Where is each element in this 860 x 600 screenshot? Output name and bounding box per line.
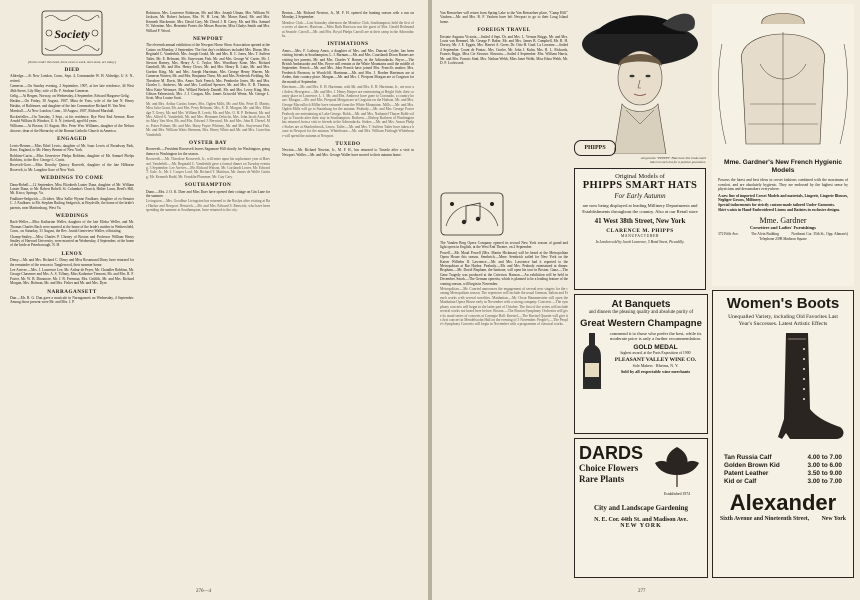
wine-sold: Sold by all respectable wine merchants [620,369,691,375]
champagne-ad [574,294,708,434]
narragansett-entry: Dun.—Mr. R. G. Dun gave a musicale in Narragansett on Wednesday, 4 September. Among those present were Mr. and Mrs. J. P. [10,296,134,305]
left-page-number: 276—4 [196,589,211,594]
phipps-name: PHIPPS SMART HATS [582,180,698,191]
died-entry: Rockerfeller.—On Tuesday, 3 Sept., at his residence, Rye West End Avenue, Rose Arnold Wilkins & Windsor, U. S. N. (retired), aged 64 years. [10,114,134,124]
engaged-entry: Robbins-Curtis.—Miss Genevieve Phelps Robbins, daughter of Mr. Samuel Phelps Robbins, to the Rev. George L. Curtis. [10,153,134,162]
phipps-sub: For Early Autumn [614,192,666,200]
music-masthead [440,192,504,236]
woman-in-hat-illustration [574,4,706,154]
boots-city: New York [821,516,846,523]
weddings-to-come-heading: WEDDINGS TO COME [40,175,104,182]
southampton-text: Dunn.—Mrs. J. O. K. Duer and Miss Duer have opened their cottage on Gin Lane for the summer. [146,189,270,199]
engaged-entry: Lewis-Benner.—Miss Ethel Lewis, daughter of Mr. Isaac Lewis of Broadway Park, Kent, England, to Mr. Henry Benner of New York. [10,143,134,153]
died-entry: Cameron.—On Sunday evening, 2 September, 1907, at her late residence, 44 West 46th Street, Lily May, wife of Dr. F. Seabran Cameron. [10,84,134,93]
phipps-hats-ad [574,168,706,290]
foreign-travel-text: Eristate Augusta Victoria.—Sailed 4 Sept. Dr. and Mrs. L. Vernon Briggs, Mr. and Mrs. Louis van Bemmel, Mr. George F. Baker, Mr. and Mrs. James B. Campbell, Mr. R. H. Dorsey, Mr. J. E. Eggett, Mrs. Harriet A. Greer, Dr. Otto H. Grad. La Lorraine.—Sailed 4 September. Count de Pontac, Mrs. Goeler, Mr. John J. Kuhn, Mrs. R. L. Richards, Francis Riggs, Miss Cie Sirosser. Slavonia.—Sailed 4 September. Mrs. William Harris, Mr. and Mrs. Francis Sind, Mrs. Nathan Webb, Miss Janet Webb, Miss Edna Webb, Mr. D. F. Lockwood. [440,34,568,66]
engaged-heading: ENGAGED [57,136,87,143]
intimations-heading: INTIMATIONS [327,41,369,48]
lenox-entry: Lee Arriver.—Mrs. J. Lawrence Lee, Mr. Arthur de Peyer, Mr. Chandler Robbins, Mr. George Chasemer and Mrs. A. S. Tiffany, Miss Katherine Tiemont, Mr. and Mrs. R. F. Foster, Mr. W. B. Dinsmore, Mr. J. B. Freeman, Mrs. Griffith, Mr. and Mrs. Richard Morgan, Mrs. Hofman, Mr. and Mrs. Fisher and Mr. and Mrs. Dyer. [10,268,134,286]
gardner-role: Corsetiere and Ladies' Furnishings [750,225,816,231]
boots-sub: Unequalled Variety, including Old Favorites Last Year's Successes. Latest Artistic Effects [728,314,838,327]
wine-company: PLEASANT VALLEY WINE CO. [614,357,697,364]
newport-heading: NEWPORT [192,36,224,43]
body-text-filler: Roosevelt.—Mr. Theodore Roosevelt, Jr., will enter upon his sophomore year at Harvard. Vanderbilt.—Mr. Reginald C. Vanderbilt gave a formal dinner on Tuesday evening, 3 September. Lee Arriver.—Mr. Richard Watson, Mr. Cortlandt Lower, Mr. Edward T. Gale, Jr., Mr. J. Cooper Lord, Mr. Richard T. Mattison, Mr. James de Wolfe Cutting, Mr. Kenneth Budd, Mr. Franklin Plummer, Mr. Guy Cary. [146,157,270,179]
gardner-addr2: The Alvin Building [751,232,779,237]
phipps-portrait [574,4,706,164]
dards-name: DARDS [579,443,644,463]
died-entry: Haskin.—On Friday, 30 August, 1907, Mina de Yons, wife of the late N. Henry Haskin, of Baltimore, and daughter of the late Commodore Richard H. Van Nest. [10,99,134,108]
womens-boots-ad [712,290,854,578]
weddings-heading: WEDDINGS [55,212,89,219]
music-logo [440,192,504,236]
body-text-filler: Metropolitan.—Mr. Conried announces the engagement of several new singers for the coming Metropolitan season. The repertoire will include the usual German, Italian and French works with several novelties. Manhattan.—Mr. Oscar Hammerstein will open the Manhattan Opera House early in November with a strong company. Concerts.—The symphony concerts will begin in the latter part of October. The first of the series will include several works not heard here before. Boston.—The Boston Symphony Orchestra will give its usual series of concerts at Carnegie Hall. Kneisel.—The Kneisel Quartet will give its first concert in Mendelssohn Hall on the evening of 5 November. People's.—The People's Symphony Concerts will begin in November with a programme of classical works. [440,287,568,327]
award-title: GOLD MEDAL [633,344,678,352]
boot-illustration [716,329,850,449]
right-page [432,0,860,600]
boots-price-value: 3.00 to 6.00 [807,462,842,470]
dards-city: NEW YORK [620,523,662,529]
tuxedo-heading: TUXEDO [335,140,361,147]
narragansett-heading: NARRAGANSETT [47,288,97,295]
society-masthead-logo [41,10,103,56]
award-sub: highest award, at the Paris Exposition of 1900 [620,351,691,356]
body-text-filler: Harriman.—Mr. and Mrs. E. H. Harriman, with Mr. and Mrs. E. H. Harriman, Jr., are now at Arden. Hesegrave.—Mr. and Mrs. J. Henry Harper are entertaining at Bright Side, their country place in Lawrence, L. I. Mr. and Mrs. Ambrose have gone to Coronado, a country house. Morgan.—Mr. and Mrs. Pierpont Morgan are at Cragston on the Hudson. Mr. and Mrs. George Macculloch Miller have returned from the White Mountains. Mills.—Mr. and Mrs. Ogden Mills will go to Staatsburg for the autumn. Peabody.—Mr. and Mrs. George Foster Peabody are entertaining at Lake George. Robb.—Mr. and Mrs. Nathaniel Thayer Robb will go to Tuxedo after their stay in Southampton. Ruthven.—Bishop Ruthven of Washington has returned from a visit to friends in the Adirondacks. Stokes.—Mr. and Mrs. Anson Phelps Stokes are at Shadowbrook, Lenox. Tailer.—Mr. and Mrs. T. Suffern Tailer have taken a house in Newport for the autumn. Whitehouse.—Mr. and Mrs. William Fitzhugh Whitehouse will spend the autumn at Newport. [282,85,414,138]
right-page-number: 277 [638,589,646,594]
dards-address: N. E. Cor. 44th St. and Madison Ave. [594,517,688,523]
boots-price-name: Tan Russia Calf [724,454,772,462]
wedding-to-come-entry: Faulkner-Sedgwick.—October, Miss Sallie Wynne Faulkner, daughter of ex-Senator C. J. Faulkner, to Mr. Stephen Rutling Sedgwick, at Boydville, the home of the bride's parents, near Martinsburg, West Va. [10,196,134,210]
left-column-2 [146,10,270,580]
corset-illustration [712,4,854,154]
right-col1-opening: Van Rensselaer will return from Spring Lake to the Van Rensselaer place, "Camp Hill." Vaulsen.—Mr. and Mrs. R. F. Vaulsen have left Newport to go to their Long Island home. [440,11,568,24]
died-heading: DIED [64,67,80,73]
gardner-addr1: 372 Fifth Ave. [718,232,739,237]
boots-price-value: 3.00 to 7.00 [807,478,842,486]
phipps-title: Original Models of [615,173,665,180]
right-column-2 [440,240,568,590]
southampton-heading: SOUTHAMPTON [184,182,232,189]
portrait-caption: All genuine "PHIPPS" Hats have this trade-mark label on each hat for a positive guarantee. [640,156,706,164]
wedding-entry: Champ-Smiley.—Miss Charles P. Cheney of Boston and Professor William Henry Smiley of Harvard University, were married on Wednesday, 4 September, at the home of the bride at Peterborough, N. H. [10,234,134,248]
died-entry: Marshall.—At New London, Conn., 30 August, 1907, Richard Marshall. [10,109,115,114]
gardner-ad [712,4,854,286]
flower-emblem-icon [651,443,703,487]
boots-address: Sixth Avenue and Nineteenth Street, [720,516,810,523]
oyster-bay-heading: OYSTER BAY [188,139,228,146]
dards-line2: Rare Plants [579,474,625,484]
newport-text: The eleventh annual exhibition of the Newport Horse Show Association opened at the Casino on Monday, 2 September. The first day's exhibitors included Mrs. Dinan, Mrs. Reginald C. Vanderbilt, Mrs. Joseph Gould, Mr. and Mrs. R. C. Jones, Mrs. T. Suffern Tailer, Mr. E. Belmont, Mr. Stuyvesant Fish, Mr. and Mrs. George W. Carter, Mr. J. Stewart Barney, Mrs. Henry A. C. Taylor, Mrs. Woodbury Kane, Mrs. Richard Gambrill, Mr. and Mrs. Henry Clews, Mr. and Mrs. Henry R. Luke, Mr. and Mrs. Gordon King, Mr. and Mrs. Joseph Harriman, Mrs. George Henry Warren, Mr. Cameron Warren, Mr. and Mrs. Benjamin Thaw, Mr. and Mrs. Frederick Fielding, Mr. Theodore M. Davis, Mrs. Amos Tuck French, Mrs. Pembroke Jones, Mr. and Mrs. Charles L. Andrews, Mr. and Mrs. Lorillard Spencer, Mr. and Mrs. E. R. Thomas, Miss Katie Wetmore, Mrs. Willard Berkely Daniell, Mr. and Mrs. Leroy King, Mrs. Gibson Fahnestock, Mrs. J. J. Coogan, Mrs. James Griswold Wentz, Mr. George L. Scott, Miss Louise Scott. [146,43,270,101]
dards-line1: Choice Flowers [579,463,639,473]
phipps-address: 41 West 38th Street, New York [594,217,686,226]
phipps-label: PHIPPS [574,140,616,156]
died-entry: Gelig.—At Bergen, Norway, on Wednesday, 4 September, Edward Hargrave Gelig. [10,94,130,99]
boots-store-name: Alexander [729,490,837,516]
oyster-bay-text: Roosevelt.—President Roosevelt leaves Sagamore Hill shortly for Washington, going thence to Washington for the season. [146,147,270,156]
col2-opening: Robinson, Mrs. Lawrence Robinson, Mr. and Mrs. Joseph Ulman, Mrs. William W. Jackson, Mr. Robert Jackson, Mrs. W. H. Lent, Mr. Moses Rand, Mr. and Mrs. Kenneth Mackenzie, Mrs. David Cary, Mr. David J. B. Carey, Mr. and Mrs. Samuel N. Valentine, Mrs. Henriette Porter, the Misses Bouvier, Miss Gladys Smith and Mrs. Willard F. Wood. [146,11,270,33]
boots-price-name: Golden Brown Kid [724,462,780,470]
left-page [0,0,428,600]
boots-price-name: Patent Leather [724,470,769,478]
dards-ad [574,438,708,578]
left-column-1 [10,10,134,306]
lenox-heading: LENOX [61,250,83,257]
boots-price-row [716,454,850,462]
banquets-line2: and dinners the pleasing quality and absolute purity of [588,310,694,315]
left-column-3 [282,10,414,580]
wine-agents: Sole Makers · Rheims, N. Y. [632,363,679,369]
dards-established: Established 1874 [663,492,691,496]
body-text-filler: Livingston.—Mrs. Goodhue Livingston has returned to the Roslyn after visiting at Bar Harbor and Newport. Renwick.—Mr. and Mrs. Edward S. Renwick, who have been spending the summer at Southampton, have returned to the city. [146,199,270,213]
phipps-body: are now being displayed at leading Millinery Departments and Establishments throughout the country. Also at our Retail store [582,203,698,214]
wedding-entry: Bach-Weller.—Miss Katharine Weller, daughter of the late Elisha Weller, and Mr. Thomas Charles Bach were married at the home of the bride's mother in Wethersfield, Conn., on Saturday, 31 August, the Rev. Josiah Genevieve Waller, officiating. [10,220,134,234]
gardner-addr3: Northeast Cor. 35th St., Opp. Altman's) [791,232,848,237]
right-col2-text: Powell.—Mr. Maud Powell (Mrs. Martin Hickman) will be heard at the Metropolitan Opera House this season. Sembrich.—Mme. Sembrich sailed for New York on the Kaiser Wilhelm II. Lawrence.—Mr. and Mrs. Lawrence had it reported to the Metropolitan at Bar Harbor. Peabody.—Mr. and Mrs. Peabody entertained at dinner. Bispham.—Mr. David Bispham, the baritone, will open his tour in Boston. Ganz.—The Ganz Tragedy was produced at the Criterion. Hanson.—An exhibition will be held in December. Sarah.—The German operetta, which is planned to be a leading feature of the coming season, will begin in November. [440,250,568,286]
boots-title: Women's Boots [726,295,840,312]
right-col2-opening: The Vanden Berg Opera Company opened its second New York season of grand and light opera in English, at the West End Theatre, on 2 September. [440,241,568,250]
boots-price-row [716,470,850,478]
banquets-line1: At Banquets [611,299,671,310]
gardner-phone: Telephone 2398 Madison Square [759,237,807,242]
boots-price-name: Kid or Calf [724,478,757,486]
champagne-bottle-icon [579,331,605,391]
body-text-filler: Meadow Club.—Last Saturday afternoon the Meadow Club, Southampton, held the first of a series of dances. Harrison.—Miss Ruth Harrison was the guest of Mrs. Gerald Redmond at Seaside. Carroll.—Mr. and Mrs. Royal Phelps Carroll are at their camp in the Adirondacks. [282,20,414,39]
phipps-maker: CLARENCE M. PHIPPS [606,228,674,235]
boots-price-row [716,478,850,486]
gardner-name: Mme. Gardner [759,216,807,226]
col3-opening: Benton.—Mr. Richard Newton, Jr., M. F. H. opened the hunting season with a run on Monday, 2 September. [282,11,414,20]
right-column-1 [440,10,568,190]
phipps-maker-sub: MANUFACTURER [620,234,660,239]
body-text-filler: Mr. and Mrs. Arthur Curtiss James, Mrs. Ogden Mills, Mr. and Mrs. Peter D. Martin, Miss Julia Grant, Mr. and Mrs. Perry Belmont, Mrs. E. D. Morgan, Mr. and Mrs. Elbridge T. Gerry, Mr. and Mrs. William B. Leeds, Mr. and Mrs. O. H. P. Belmont, Mr. and Mrs. Alfred G. Vanderbilt, Mr. and Mrs. Hermann Oelrichs, Mrs. John Jacob Astor, Miss Mary Van Alen, Mr. and Mrs. Edward J. Berwind, Mr. and Mrs. John R. Drexel, Mrs. Potter Palmer, Mr. and Mrs. Harry Payne Whitney, Mr. and Mrs. Stuyvesant Fish, Mr. and Mrs. William Watts Sherman, Mrs. Henry White and Mr. and Mrs. Cornelius Vanderbilt. [146,101,270,137]
banquets-line3: commend it to those who prefer the best, while its moderate price is only a further recommendation. [609,330,702,341]
society-title: Society [54,27,90,41]
dards-line3: City and Landscape Gardening [594,504,688,512]
champagne-brand: Great Western Champagne [580,317,702,329]
tuxedo-text: Newton.—Mr. Richard Newton, Jr., M. F. H., has returned to Tuxedo after a visit in Newport. Waller.—Mr. and Mrs. George Waller have moved to their autumn home. [282,148,414,157]
gardner-sub3: Skirt waists in Hand-Embroidered Linens and Batistes in exclusive designs. [718,207,841,212]
died-entry: Williams.—At Boston, 31 August, Mrs. Peter Wm. Williams, daughter of the Nelson diocese, dean of the Hierarchy of the Roman Catholic Church in America. [10,124,134,133]
wedding-to-come-entry: Dana-Bobell.—12 September, Miss Elizabeth Lanier Dana, daughter of Mr. William Lanier Dana, to Mr. Robert Bobell, St. Columba's Church, Hither Lawn, Reed's Hill, Mt. Kisco, Springs, Va. [10,182,134,196]
phipps-footer: In London sold by Jacob Lawrence, 5 Bond Street, Piccadilly. [595,240,685,245]
foreign-travel-heading: FOREIGN TRAVEL [477,27,531,34]
intimations-text: Amos.—Mrs. F. Lothrop Amos, a daughter of Mrs. and Mrs. Duncan Cryder, has been visiting friends in Southampton, L. I. Barnum.—Mr. and Mrs. Courtlandt Dixon Barnes are visiting her parents, Mr. and Mrs. Charles Y. Barney, in the Adirondacks. Bryce.—The British Ambassador and Mrs. Bryce will remain at the White Mountains until the middle of September. French.—Mr. and Mrs. John French have joined Mrs. French's mother, Mrs. Frederick Bronson, in Woodcliff. Harriman.—Mr. and Mrs. J. Borden Harriman are at Arden, their country place. Morgan.—Mr. and Mrs. J. Pierpont Morgan are at Cragston for the month of September. [282,48,414,84]
boots-price-value: 4.00 to 7.00 [807,454,842,462]
boots-price-row [716,462,850,470]
society-note: [Notice under this head, these cases a week, mini-mum, are today.] [27,60,117,64]
gardner-sub: A new line of imported Corset Models and materials, Lingerie, Lingerie Blouses, Negligee Gowns, Millinery. [718,193,848,203]
died-entry: Aldredge.—At New London, Conn., Sept. 4, Commander W. H. Aldredge, U. S. N., retired. [10,74,134,83]
gardner-title: Mme. Gardner's New French Hygienic Models [723,159,843,174]
boots-price-value: 3.50 to 9.00 [807,470,842,478]
engaged-entry: Rosevelt-Gore.—Miss Dorothy Quincy Rosevelt, daughter of the late Hilborne Rosevelt, to Mr. Langdon Gore of New York. [10,163,134,172]
gardner-body: Possess the latest and best ideas in corset fashions combined with the maximum of comfort, and are absolutely hygienic. They are endorsed by the highest sense by physicians and dressmakers everywhere. [718,178,848,192]
lenox-entry: Dinsy.—Mr. and Mrs. Richard C. Dinsy and Miss Rosamund Dinsy have returned for the remainder of the season to Tanglewood, their summer home. [10,258,134,267]
gardner-sub2: Special inducements for strictly custom-made tailored Under-Garments. [718,202,835,207]
